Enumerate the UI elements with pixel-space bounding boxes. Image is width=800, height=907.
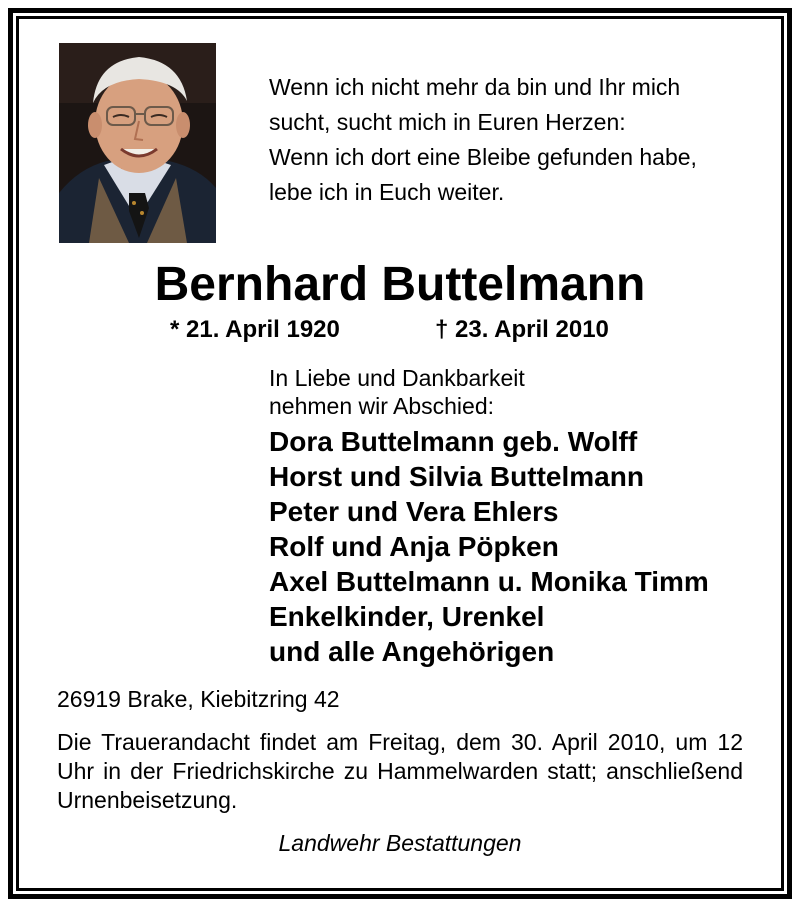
mourner-name: Dora Buttelmann geb. Wolff [269, 426, 638, 457]
mourner-name: Rolf und Anja Pöpken [269, 531, 559, 562]
mourner-name: und alle Angehörigen [269, 636, 555, 667]
address: 26919 Brake, Kiebitzring 42 [57, 686, 340, 712]
poem-line: lebe ich in Euch weiter. [269, 179, 505, 205]
mourner-name: Peter und Vera Ehlers [269, 496, 559, 527]
poem-line: Wenn ich dort eine Bleibe gefunden habe, [269, 144, 697, 170]
mourner-name: Horst und Silvia Buttelmann [269, 461, 644, 492]
intro-line: nehmen wir Abschied: [269, 393, 495, 419]
service-text: Die Trauerandacht findet am Freitag, dem 30. April 2010, um 12 Uhr in der Friedrichskirche zu Hammelwarden statt; anschließend Urnenbeisetzung. [57, 729, 743, 813]
mourners-intro [269, 364, 525, 420]
poem [269, 70, 739, 210]
death-date: † 23. April 2010 [435, 316, 609, 343]
mourner-name: Axel Buttelmann u. Monika Timm [269, 566, 709, 597]
portrait-photo [59, 43, 216, 243]
deceased-name: Bernhard Buttelmann [154, 258, 646, 311]
mourners-list [269, 424, 709, 669]
service-notice [57, 728, 743, 815]
mourner-name: Enkelkinder, Urenkel [269, 601, 545, 632]
birth-date: * 21. April 1920 [170, 316, 340, 343]
intro-line: In Liebe und Dankbarkeit [269, 365, 525, 391]
undertaker: Landwehr Bestattungen [278, 830, 522, 856]
poem-line: sucht, sucht mich in Euren Herzen: [269, 109, 626, 135]
poem-line: Wenn ich nicht mehr da bin und Ihr mich [269, 74, 681, 100]
